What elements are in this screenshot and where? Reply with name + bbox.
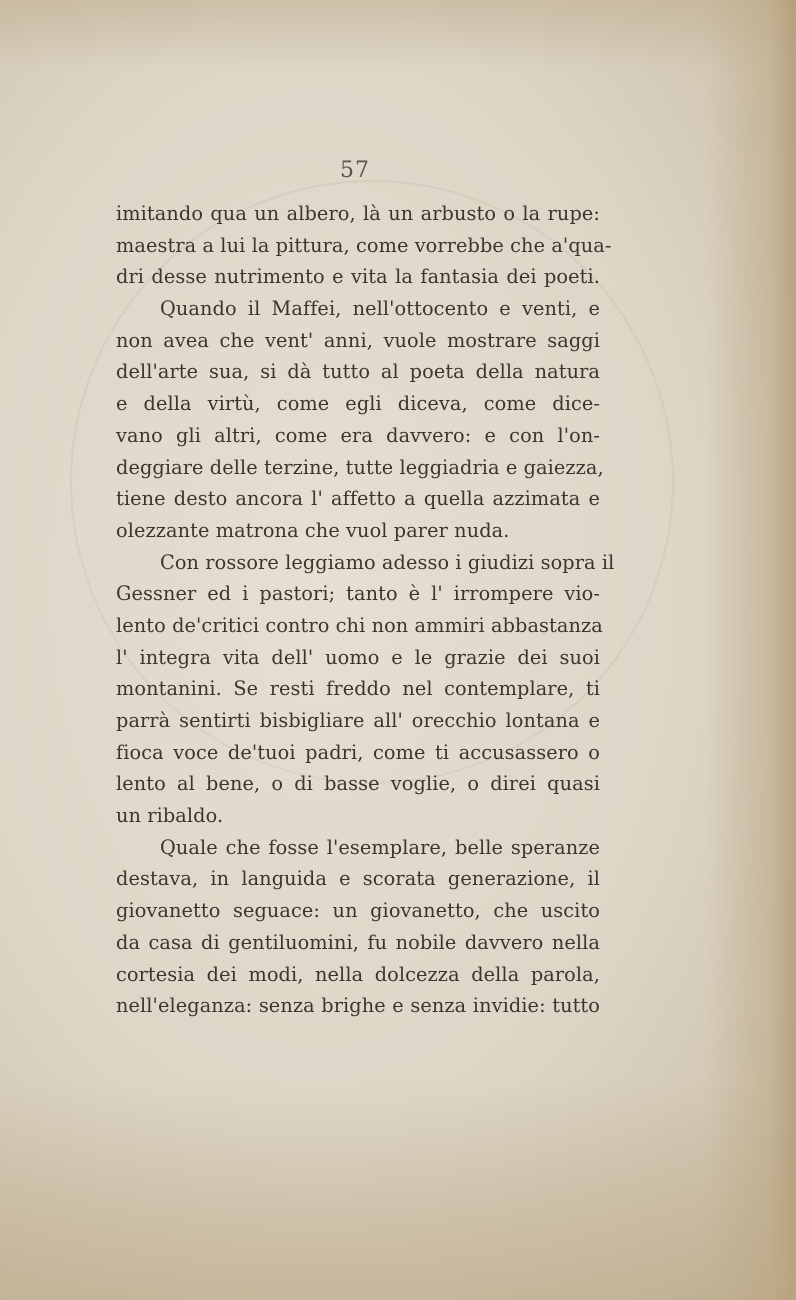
text-line: nell'eleganza: senza brighe e senza invidie: tutto [116,994,600,1018]
text-line: destava, in languida e scorata generazione, il [116,867,600,891]
text-line: montanini. Se resti freddo nel contemplare, ti [116,677,600,701]
page-number: 57 [340,158,370,183]
text-line: dell'arte sua, si dà tutto al poeta della natura [116,360,600,384]
text-line: cortesia dei modi, nella dolcezza della parola, [116,962,600,986]
text-line: e della virtù, come egli diceva, come dice- [116,392,600,416]
text-line: deggiare delle terzine, tutte leggiadria e gaiezza, [116,455,604,479]
text-line: giovanetto seguace: un giovanetto, che uscito [116,899,600,923]
text-line: vano gli altri, come era davvero: e con l'on- [116,423,600,447]
text-line: l' integra vita dell' uomo e le grazie dei suoi [116,645,600,669]
paper-bottom-shading [0,1080,796,1300]
text-line: lento al bene, o di basse voglie, o direi quasi [116,772,600,796]
text-line: non avea che vent' anni, vuole mostrare saggi [116,328,600,352]
text-line: Quale che fosse l'esemplare, belle speranze [160,835,600,859]
text-line: da casa di gentiluomini, fu nobile davvero nella [116,930,600,954]
text-line: fioca voce de'tuoi padri, come ti accusassero o [116,740,600,764]
text-line: Gessner ed i pastori; tanto è l' irrompere vio- [116,582,600,606]
text-line: lento de'critici contro chi non ammiri abbastanza [116,613,603,637]
text-line: dri desse nutrimento e vita la fantasia dei poeti. [116,265,600,289]
text-line: Con rossore leggiamo adesso i giudizi sopra il [160,550,615,574]
text-line: maestra a lui la pittura, come vorrebbe che a'qua- [116,233,612,257]
text-line: imitando qua un albero, là un arbusto o la rupe: [116,202,600,225]
text-line: tiene desto ancora l' affetto a quella azzimata e [116,487,600,511]
paper-right-shading [706,0,796,1300]
text-line: parrà sentirti bisbigliare all' orecchio lontana e [116,709,600,732]
body-text [116,198,615,1022]
text-line: Quando il Maffei, nell'ottocento e venti, e [160,297,600,321]
paper-top-shading [0,0,796,70]
text-line: olezzante matrona che vuol parer nuda. [116,518,510,542]
text-line: un ribaldo. [116,804,224,828]
